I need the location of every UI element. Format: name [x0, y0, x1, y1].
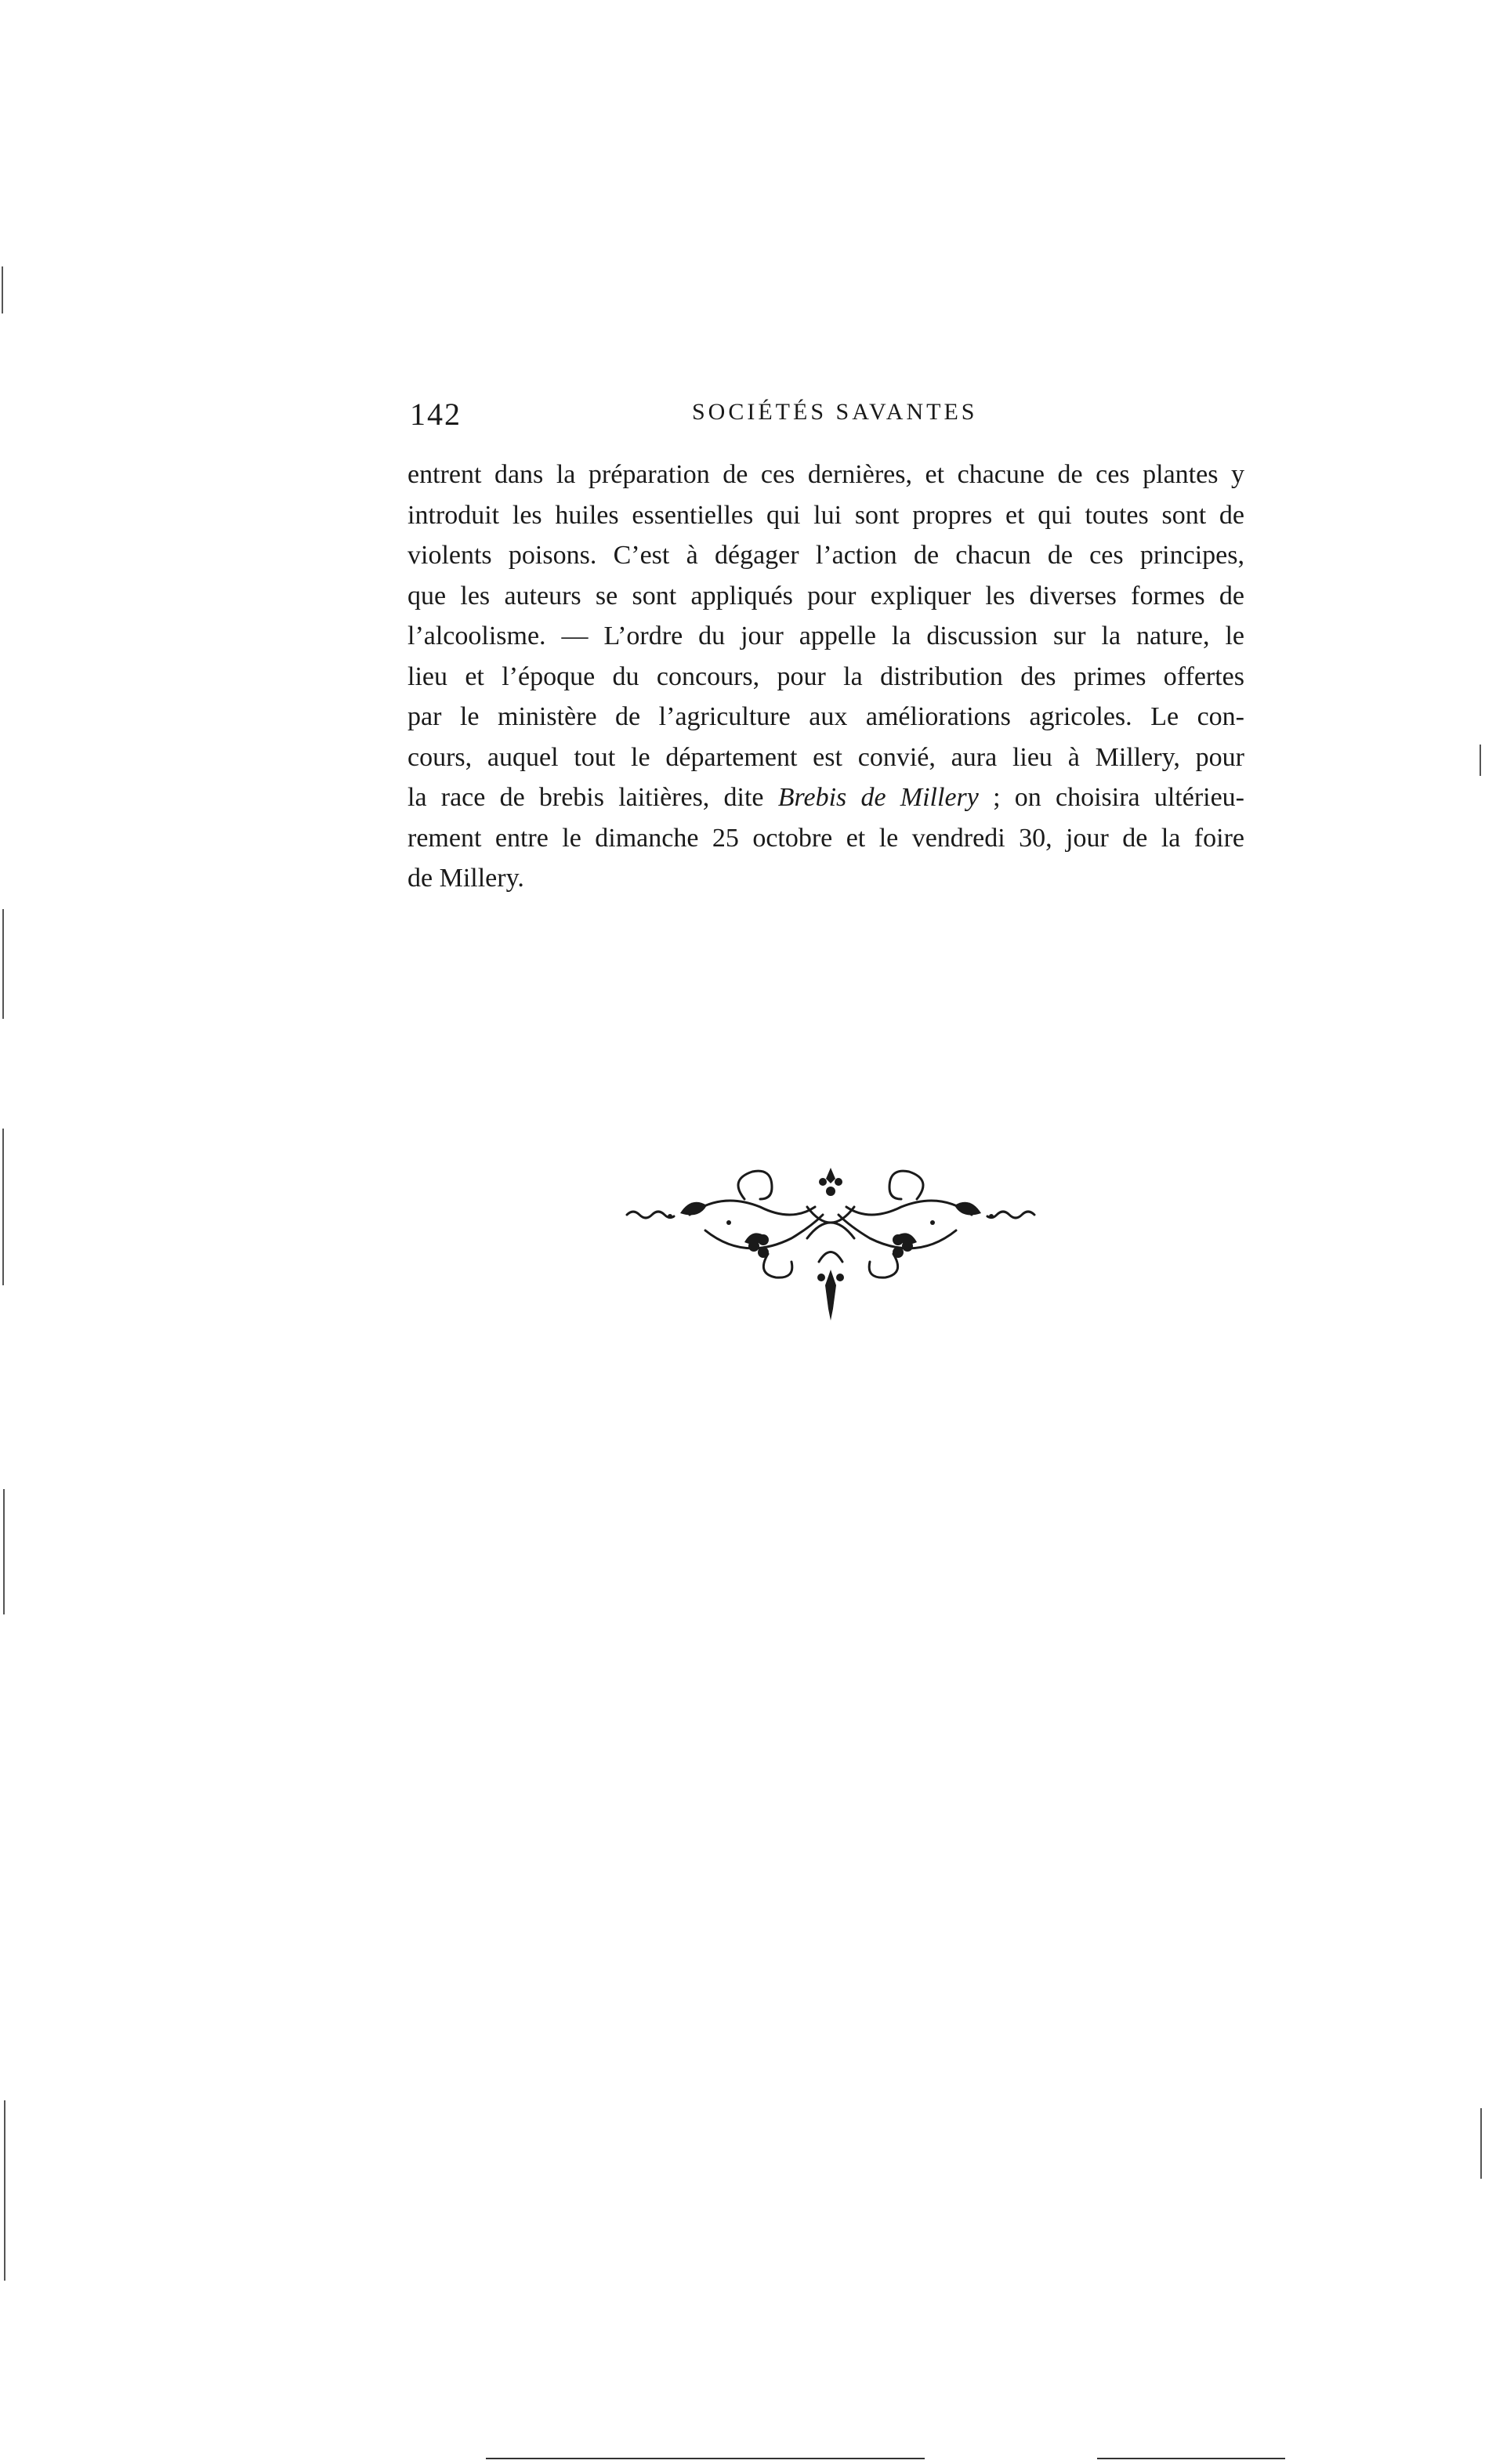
text-segment: la race de brebis laitières, dite [407, 783, 778, 812]
text-line: cours, auquel tout le département est convié, aura lieu à Millery, pour [407, 742, 1244, 772]
scan-margin-mark [2, 266, 3, 313]
running-title: SOCIÉTÉS SAVANTES [692, 399, 978, 425]
text-line: lieu et l’époque du concours, pour la distribution des primes offertes [407, 661, 1244, 691]
scan-margin-mark [2, 1129, 4, 1285]
scan-margin-mark [1480, 745, 1481, 776]
text-line: de Millery. [407, 864, 524, 893]
bottom-edge-rule [486, 2458, 925, 2459]
italic-term: Brebis de Millery [777, 783, 979, 812]
page-number: 142 [410, 397, 462, 432]
text-line: rement entre le dimanche 25 octobre et le vendredi 30, jour de la foire [407, 823, 1244, 853]
text-line: l’alcoolisme. — L’ordre du jour appelle la discussion sur la nature, le [407, 621, 1244, 650]
fleuron-ornament-icon [611, 1168, 1050, 1324]
scan-margin-mark [4, 2100, 5, 2281]
text-line: introduit les huiles essentielles qui lui sont propres et qui toutes sont de [407, 500, 1244, 530]
scan-margin-mark [2, 909, 4, 1019]
text-line: par le ministère de l’agriculture aux améliorations agricoles. Le con- [407, 702, 1244, 731]
scan-margin-mark [1480, 2108, 1482, 2179]
scan-margin-mark [3, 1489, 5, 1614]
bottom-edge-rule [1097, 2458, 1285, 2459]
text-line: violents poisons. C’est à dégager l’action de chacun de ces principes, [407, 541, 1244, 570]
text-line: que les auteurs se sont appliqués pour expliquer les diverses formes de [407, 581, 1244, 611]
body-paragraph [407, 455, 1244, 899]
running-head [410, 396, 1247, 443]
text-segment: ; on choisira ultérieu- [978, 783, 1244, 812]
text-line-with-italic [407, 777, 1244, 818]
text-line: entrent dans la préparation de ces dernières, et chacune de ces plantes y [407, 460, 1244, 489]
